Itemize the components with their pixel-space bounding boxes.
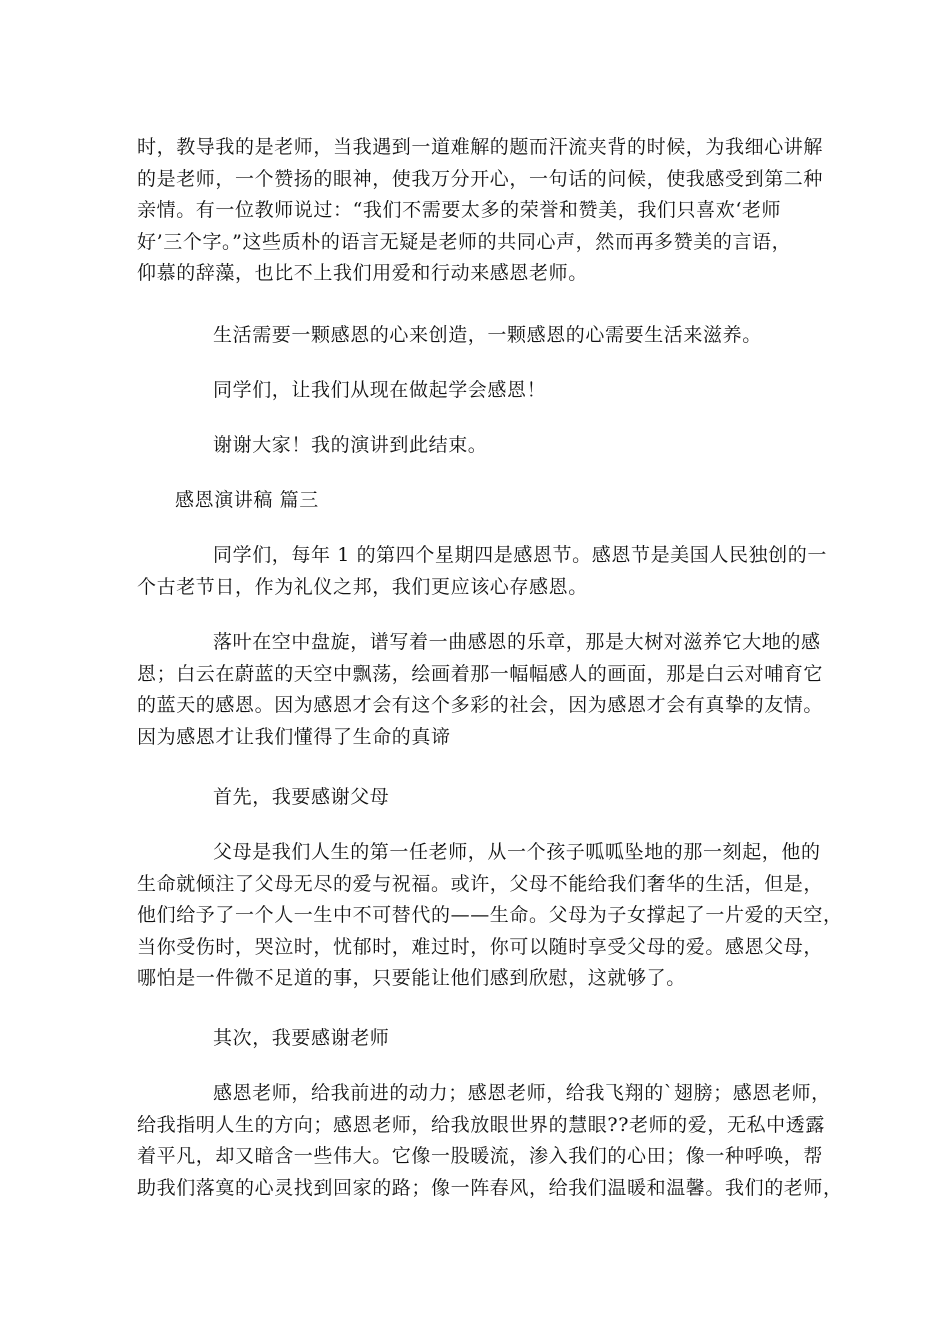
paragraph-falling-leaves bbox=[137, 627, 823, 753]
text-line: 同学们，让我们从现在做起学会感恩！ bbox=[213, 379, 547, 401]
text-line: 谢谢大家！我的演讲到此结束。 bbox=[213, 434, 488, 456]
text-line: 其次，我要感谢老师 bbox=[213, 1027, 390, 1049]
text-line: 助我们落寞的心灵找到回家的路；像一阵春风，给我们温暖和温馨。我们的老师， bbox=[137, 1176, 843, 1199]
text-line: 给我指明人生的方向；感恩老师，给我放眼世界的慧眼??老师的爱，无私中透露 bbox=[137, 1113, 825, 1136]
text-line: 感恩老师，给我前进的动力；感恩老师，给我飞翔的`翅膀；感恩老师， bbox=[213, 1082, 831, 1104]
text-line: 生活需要一颗感恩的心来创造，一颗感恩的心需要生活来滋养。 bbox=[213, 324, 762, 346]
text-line: 因为感恩才让我们懂得了生命的真谛 bbox=[137, 725, 451, 748]
text-line: 恩；白云在蔚蓝的天空中飘荡，绘画着那一幅幅感人的画面，那是白云对哺育它 bbox=[137, 662, 824, 685]
text-line: 他们给予了一个人一生中不可替代的——生命。父母为子女撑起了一片爱的天空， bbox=[137, 904, 843, 926]
text-line: 落叶在空中盘旋，谱写着一曲感恩的乐章，那是大树对滋养它大地的感 bbox=[213, 631, 821, 653]
text-line: 父母是我们人生的第一任老师，从一个孩子呱呱坠地的那一刻起，他的 bbox=[213, 841, 821, 863]
text-line: 当你受伤时，哭泣时，忧郁时，难过时，你可以随时享受父母的爱。感恩父母， bbox=[137, 935, 824, 958]
paragraph-thank-teachers-heading bbox=[137, 1023, 823, 1055]
text-line: 仰慕的辞藻，也比不上我们用爱和行动来感恩老师。 bbox=[137, 262, 588, 284]
paragraph-call-to-action bbox=[137, 375, 823, 407]
paragraph-closing bbox=[137, 430, 823, 462]
text-line: 同学们，每年 1 的第四个星期四是感恩节。感恩节是美国人民独创的一 bbox=[213, 544, 827, 566]
paragraph-life-needs-gratitude bbox=[137, 320, 823, 352]
paragraph-teacher-gratitude bbox=[137, 132, 823, 290]
paragraph-thank-parents-heading bbox=[137, 782, 823, 814]
text-line: 时，教导我的是老师，当我遇到一道难解的题而汗流夹背的时候，为我细心讲解 bbox=[137, 136, 824, 158]
paragraph-parents bbox=[137, 837, 843, 995]
text-line: 首先，我要感谢父母 bbox=[213, 786, 390, 808]
text-line: 好’三个字。”这些质朴的语言无疑是老师的共同心声，然而再多赞美的言语， bbox=[137, 230, 792, 253]
paragraph-teachers bbox=[137, 1078, 843, 1204]
text-line: 个古老节日，作为礼仪之邦，我们更应该心存感恩。 bbox=[137, 575, 588, 598]
text-line: 哪怕是一件微不足道的事，只要能让他们感到欣慰，这就够了。 bbox=[137, 967, 686, 989]
text-line: 着平凡，却又暗含一些伟大。它像一股暖流，渗入我们的心田；像一种呼唤，帮 bbox=[137, 1145, 824, 1167]
section-heading: 感恩演讲稿 篇三 bbox=[175, 489, 319, 511]
text-line: 的蓝天的感恩。因为感恩才会有这个多彩的社会，因为感恩才会有真挚的友情。 bbox=[137, 694, 824, 716]
text-line: 生命就倾注了父母无尽的爱与祝福。或许，父母不能给我们奢华的生活，但是， bbox=[137, 872, 824, 895]
paragraph-thanksgiving-intro bbox=[137, 540, 827, 603]
text-line: 亲情。有一位教师说过：“我们不需要太多的荣誉和赞美，我们只喜欢‘老师 bbox=[137, 199, 782, 221]
text-line: 的是老师，一个赞扬的眼神，使我万分开心，一句话的问候，使我感受到第二种 bbox=[137, 167, 824, 190]
